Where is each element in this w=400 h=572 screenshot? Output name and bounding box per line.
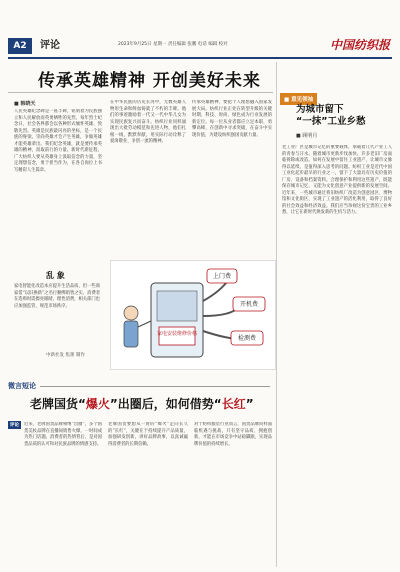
lower-title-part2: ”出圈后，如何借势“ <box>109 397 222 411</box>
lower-title-red1: 爆火 <box>85 397 110 411</box>
fee-label-3: 检测费 <box>237 335 257 342</box>
main-article-title: 传承英雄精神 开创美好未来 <box>38 71 261 91</box>
fee-label-2: 开机费 <box>239 301 259 308</box>
person-arm <box>138 321 151 327</box>
person-head <box>124 306 138 320</box>
cartoon-illustration <box>110 260 276 370</box>
lower-article-col1: 近来，老牌国货品牌相继“出圈”，多个国货美妆品牌在直播间销售火爆，一时间成为热门话题。消费者的热情背后，是对国货品质的认可和对民族品牌的情感支持。 <box>24 422 102 447</box>
lower-article-label: 评论 <box>10 423 19 428</box>
header-rule <box>8 57 392 59</box>
main-article-col3: 传承英雄精神，要把个人理想融入国家发展大局。纺织行业正处在转型升级的关键时期，科技、时尚、绿色成为行业发展的新定位。每一位从业者都应立足本职，勇攀高峰，在创新中寻求突破，在奋斗中实现价值，为建设纺织强国贡献力量。 <box>192 100 272 138</box>
section-code: A2 <box>8 38 32 54</box>
section-name: 评论 <box>40 40 60 51</box>
lower-article-col3: 对于纺织服装行业而言，国货品牌同样面临机遇与挑战，只有坚守品质、拥抱创新，才能在市场竞争中站稳脚跟，实现品牌价值的持续增长。 <box>194 422 272 447</box>
sidebar-body: 老工业厂区是城市记忆的重要载体，承载着几代产业工人的青春与汗水。随着城市更新步伐加快，许多老旧厂房面临拆除或改造。如何在发展中留住工业遗产，让城市文脉得以延续，是值得深入思考的问题。纺织工业是近代中国工业化起步最早的行业之一，留下了大量具有历史价值的厂房、设备和档案资料。合理保护和利用这些遗产，既能保存城市记忆，又能为文化创意产业提供新的发展空间。近年来，一些城市通过将旧纺织厂改造为创意园区、博物馆和文化街区，实现了工业遗产的活化利用，取得了良好的社会效益和经济效益。我们应当珍视这份宝贵的工业乡愁，让它在新时代焕发新的生机与活力。 <box>282 145 392 215</box>
fee-label-1: 上门费 <box>212 273 232 280</box>
cartoon-credit: 中新社发 焦蕾 制作 <box>46 353 85 358</box>
lower-title-red2: 长红 <box>221 397 246 411</box>
sidebar-title-line1: 为城市留下 <box>296 104 344 115</box>
newspaper-brand: 中国纺织报 <box>329 38 390 52</box>
lower-article-title <box>30 395 254 412</box>
lower-title-part3: ” <box>245 397 254 411</box>
page-header <box>0 0 400 58</box>
lower-article-col2: 老牌国货要想从一时的“爆火”走向长久的“长红”，关键在于持续提升产品质量，加强研发创新，讲好品牌故事，以真诚赢得消费者的长期信赖。 <box>108 422 188 447</box>
cartoon-caption: 家电智能化改造本应提升生活品质，但一些商家借“以旧换新”之名行捆绑销售之实，消费者在选购时需擦亮眼睛，理性消费，相关部门也应加强监管，规范市场秩序。 <box>14 284 101 309</box>
main-article-col2: 在中华民族的历史长河中，无数英雄人物用生命和鲜血铸就了不朽的丰碑。他们的事迹激励着一代又一代中华儿女为实现民族复兴而奋斗。纺织行业同样涌现出大批劳动模范和先进人物，他们扎根一线、默默奉献，用实际行动诠释了爱岗敬业、争创一流的精神。 <box>110 100 186 144</box>
sidebar-title <box>296 104 366 128</box>
lower-title-part1: 老牌国货“ <box>30 397 86 411</box>
cartoon-title: 乱 象 <box>46 271 65 280</box>
cartoon-svg <box>111 261 277 371</box>
lower-section-rule <box>40 386 270 387</box>
lower-section-tag: 微言短论 <box>8 382 36 390</box>
sidebar-tag: ■ 意见领袖 <box>280 93 317 105</box>
sidebar-author: ■ 顾明月 <box>296 133 318 139</box>
title-divider <box>8 92 273 93</box>
issue-meta: 2023年9月25日 星期一 责任编辑 张鹏 电话 编辑 校对 <box>118 42 228 47</box>
sidebar-title-line2: “一抹”工业乡愁 <box>296 116 366 127</box>
appliance-window <box>157 291 197 321</box>
person-body <box>124 321 138 347</box>
main-article-author: ■ 韩晓天 <box>14 101 36 107</box>
main-article-col1: 人民英雄纪念碑是一座丰碑，铭刻着为民族独立和人民解放而英勇牺牲的先烈。每年烈士纪念日，社会各界都会以各种形式缅怀英雄、致敬先烈。英雄是民族最闪亮的坐标，是一个民族的脊梁。崇尚英雄才会产生英雄，争做英雄才能英雄辈出。我们纪念英雄，就是要传承英雄的精神，汲取前行的力量。新时代新征程，广大纺织人要从英雄身上汲取信念的力量，坚定理想信念，勇于担当作为，在各自岗位上书写精彩人生篇章。 <box>14 109 102 173</box>
price-label-text: 家电安装维修价格 <box>156 331 198 337</box>
